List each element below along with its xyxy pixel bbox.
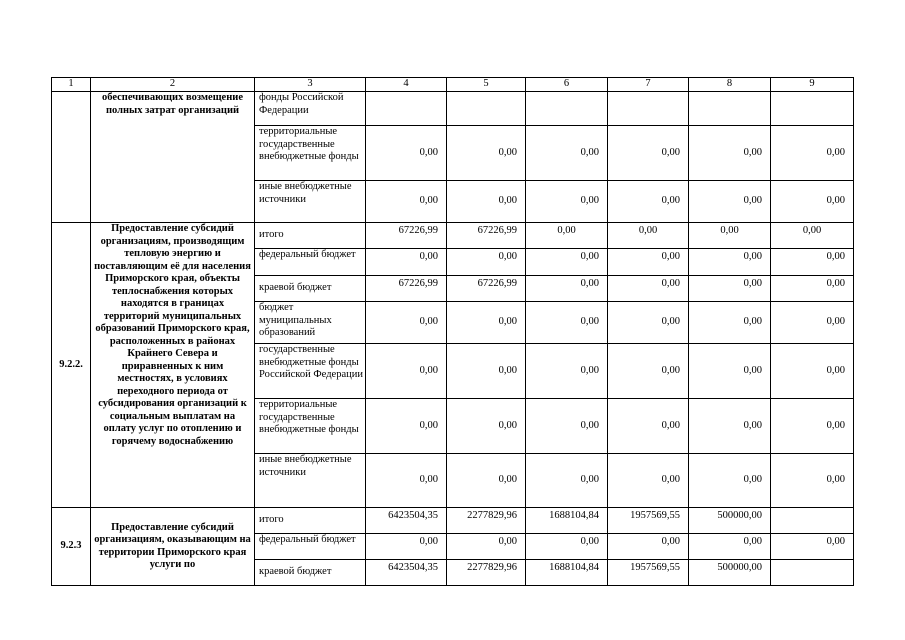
value-cell (771, 560, 854, 586)
col-header: 1 (52, 78, 91, 92)
col-header: 7 (608, 78, 689, 92)
funding-source: государственные внебюджетные фонды Российской Федерации (255, 344, 366, 399)
funding-source: краевой бюджет (255, 276, 366, 302)
value-cell: 0,00 (608, 399, 689, 454)
value-cell: 1688104,84 (526, 508, 608, 534)
col-header: 6 (526, 78, 608, 92)
value-cell: 0,00 (689, 344, 771, 399)
value-cell: 0,00 (771, 399, 854, 454)
value-cell: 0,00 (771, 126, 854, 181)
value-cell: 2277829,96 (447, 560, 526, 586)
funding-source: территориальные государственные внебюджетные фонды (255, 126, 366, 181)
value-cell: 6423504,35 (366, 508, 447, 534)
value-cell: 0,00 (689, 249, 771, 276)
value-cell: 67226,99 (366, 276, 447, 302)
value-cell: 67226,99 (447, 276, 526, 302)
value-cell: 0,00 (689, 223, 771, 249)
measure-name: Предоставление субсидий организациям, оказывающим на территории Приморского края услуги по (91, 508, 255, 586)
funding-source: итого (255, 508, 366, 534)
value-cell: 0,00 (608, 249, 689, 276)
value-cell: 0,00 (366, 302, 447, 344)
value-cell: 0,00 (526, 276, 608, 302)
value-cell: 0,00 (447, 302, 526, 344)
value-cell: 0,00 (526, 126, 608, 181)
value-cell: 0,00 (447, 454, 526, 508)
value-cell: 1957569,55 (608, 560, 689, 586)
value-cell: 0,00 (526, 534, 608, 560)
value-cell: 0,00 (366, 454, 447, 508)
value-cell: 0,00 (526, 223, 608, 249)
value-cell: 0,00 (771, 534, 854, 560)
value-cell: 0,00 (771, 276, 854, 302)
value-cell: 0,00 (447, 126, 526, 181)
value-cell: 0,00 (771, 454, 854, 508)
value-cell: 0,00 (608, 223, 689, 249)
value-cell (771, 92, 854, 126)
funding-source: иные внебюджетные источники (255, 454, 366, 508)
value-cell: 0,00 (689, 454, 771, 508)
table-row (52, 92, 854, 126)
col-header: 9 (771, 78, 854, 92)
value-cell: 0,00 (689, 399, 771, 454)
funding-source: федеральный бюджет (255, 534, 366, 560)
value-cell (771, 508, 854, 534)
value-cell: 0,00 (526, 249, 608, 276)
value-cell: 0,00 (447, 249, 526, 276)
measure-name: обеспечивающих возмещение полных затрат организаций (91, 92, 255, 223)
value-cell: 0,00 (608, 181, 689, 223)
value-cell: 500000,00 (689, 560, 771, 586)
value-cell: 2277829,96 (447, 508, 526, 534)
value-cell: 0,00 (447, 534, 526, 560)
table-row (52, 223, 854, 249)
value-cell: 0,00 (608, 454, 689, 508)
value-cell: 6423504,35 (366, 560, 447, 586)
header-row (52, 78, 854, 92)
value-cell: 0,00 (771, 181, 854, 223)
value-cell: 0,00 (366, 344, 447, 399)
value-cell: 0,00 (366, 399, 447, 454)
value-cell (608, 92, 689, 126)
value-cell (689, 92, 771, 126)
funding-source: итого (255, 223, 366, 249)
value-cell (366, 92, 447, 126)
col-header: 8 (689, 78, 771, 92)
measure-name: Предоставление субсидий организациям, производящим тепловую энергию и поставляющим её для населения Приморского края, объекты теплоснабжения которых находятся в границах территорий муниципальных образований Приморского края, расположенных в районах Крайнего Севера и приравненных к ним местностях, в условиях переходного периода от субсидирования организаций к социальным выплатам на оплату услуг по отоплению и горячему водоснабжению (91, 223, 255, 508)
value-cell: 67226,99 (447, 223, 526, 249)
value-cell: 0,00 (771, 302, 854, 344)
col-header: 2 (91, 78, 255, 92)
table-row (52, 508, 854, 534)
value-cell: 0,00 (526, 399, 608, 454)
code-cell (52, 92, 91, 223)
value-cell: 0,00 (366, 181, 447, 223)
value-cell: 0,00 (689, 276, 771, 302)
value-cell: 0,00 (608, 534, 689, 560)
value-cell: 0,00 (526, 454, 608, 508)
value-cell: 0,00 (689, 126, 771, 181)
value-cell: 0,00 (447, 181, 526, 223)
value-cell: 0,00 (608, 344, 689, 399)
value-cell: 0,00 (608, 126, 689, 181)
funding-source: территориальные государственные внебюджетные фонды (255, 399, 366, 454)
funding-source: краевой бюджет (255, 560, 366, 586)
value-cell: 0,00 (771, 344, 854, 399)
value-cell: 0,00 (689, 181, 771, 223)
col-header: 4 (366, 78, 447, 92)
value-cell: 0,00 (689, 534, 771, 560)
value-cell: 0,00 (608, 276, 689, 302)
value-cell: 500000,00 (689, 508, 771, 534)
col-header: 5 (447, 78, 526, 92)
value-cell: 0,00 (366, 126, 447, 181)
funding-source: бюджет муниципальных образований (255, 302, 366, 344)
col-header: 3 (255, 78, 366, 92)
value-cell: 1688104,84 (526, 560, 608, 586)
funding-source: фонды Российской Федерации (255, 92, 366, 126)
value-cell: 1957569,55 (608, 508, 689, 534)
value-cell: 0,00 (689, 302, 771, 344)
value-cell: 0,00 (447, 344, 526, 399)
value-cell: 0,00 (447, 399, 526, 454)
funding-source: иные внебюджетные источники (255, 181, 366, 223)
value-cell: 0,00 (366, 249, 447, 276)
value-cell: 0,00 (526, 302, 608, 344)
value-cell: 0,00 (771, 249, 854, 276)
value-cell: 0,00 (526, 181, 608, 223)
funding-source: федеральный бюджет (255, 249, 366, 276)
value-cell: 0,00 (526, 344, 608, 399)
value-cell: 0,00 (366, 534, 447, 560)
measure-code: 9.2.2. (52, 223, 91, 508)
value-cell: 67226,99 (366, 223, 447, 249)
budget-table (51, 77, 854, 586)
value-cell (526, 92, 608, 126)
measure-code: 9.2.3 (52, 508, 91, 586)
value-cell: 0,00 (771, 223, 854, 249)
value-cell: 0,00 (608, 302, 689, 344)
value-cell (447, 92, 526, 126)
